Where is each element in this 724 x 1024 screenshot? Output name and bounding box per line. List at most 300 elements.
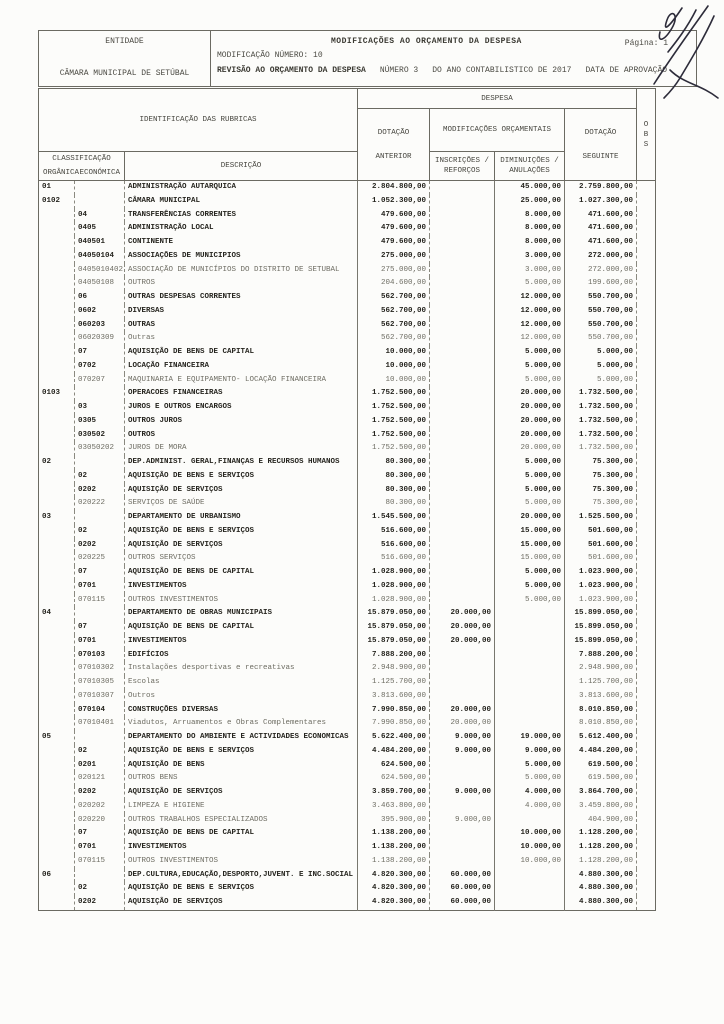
cell-organica: [39, 896, 75, 910]
cell-economica: 070104: [75, 704, 125, 718]
cell-organica: [39, 209, 75, 223]
cell-economica: 060203: [75, 319, 125, 333]
cell-inscricoes: 9.000,00: [430, 814, 495, 828]
table-row: [39, 814, 656, 828]
cell-dotacao-seguinte: 1.525.500,00: [565, 511, 637, 525]
cell-dotacao-seguinte: 5.000,00: [565, 346, 637, 360]
cell-organica: [39, 717, 75, 731]
cell-diminuicoes: 5.000,00: [495, 772, 565, 786]
cell-economica: 0702: [75, 360, 125, 374]
cell-economica: 07010307: [75, 690, 125, 704]
cell-obs: [637, 580, 656, 594]
cell-economica: 07: [75, 346, 125, 360]
cell-dotacao-anterior: 80.300,00: [358, 497, 430, 511]
table-row: [39, 346, 656, 360]
cell-obs: [637, 800, 656, 814]
cell-inscricoes: [430, 841, 495, 855]
cell-obs: [637, 291, 656, 305]
cell-obs: [637, 429, 656, 443]
cell-diminuicoes: [495, 649, 565, 663]
cell-dotacao-anterior: 479.600,00: [358, 236, 430, 250]
revision-number: NÚMERO 3: [379, 66, 419, 75]
cell-obs: [637, 497, 656, 511]
cell-organica: [39, 566, 75, 580]
table-row: [39, 470, 656, 484]
revision-label: REVISÃO AO ORÇAMENTO DA DESPESA: [217, 66, 366, 75]
cell-diminuicoes: 5.000,00: [495, 374, 565, 388]
cell-descricao: CONSTRUÇÕES DIVERSAS: [125, 704, 358, 718]
cell-dotacao-anterior: 395.900,00: [358, 814, 430, 828]
cell-dotacao-seguinte: 1.125.700,00: [565, 676, 637, 690]
table-row: [39, 649, 656, 663]
cell-economica: 02: [75, 525, 125, 539]
cell-dotacao-seguinte: 501.600,00: [565, 525, 637, 539]
cell-organica: [39, 827, 75, 841]
table-row: [39, 552, 656, 566]
cell-obs: [637, 415, 656, 429]
cell-dotacao-seguinte: 1.732.500,00: [565, 429, 637, 443]
cell-economica: [75, 511, 125, 525]
cell-obs: [637, 676, 656, 690]
cell-economica: [75, 607, 125, 621]
cell-inscricoes: [430, 264, 495, 278]
cell-inscricoes: [430, 319, 495, 333]
table-row: [39, 539, 656, 553]
cell-organica: [39, 291, 75, 305]
cell-economica: [75, 731, 125, 745]
cell-organica: [39, 442, 75, 456]
cell-diminuicoes: [495, 662, 565, 676]
table-row: [39, 690, 656, 704]
cell-organica: [39, 236, 75, 250]
cell-economica: 0701: [75, 841, 125, 855]
cell-organica: [39, 484, 75, 498]
cell-diminuicoes: 19.000,00: [495, 731, 565, 745]
cell-descricao: OUTROS BENS: [125, 772, 358, 786]
cell-economica: 0202: [75, 896, 125, 910]
cell-inscricoes: [430, 442, 495, 456]
cell-descricao: Viadutos, Arruamentos e Obras Complementares: [125, 717, 358, 731]
cell-dotacao-seguinte: 75.300,00: [565, 497, 637, 511]
table-row: [39, 731, 656, 745]
cell-diminuicoes: 3.000,00: [495, 250, 565, 264]
cell-descricao: TRANSFERÊNCIAS CORRENTES: [125, 209, 358, 223]
document-title: MODIFICAÇÕES AO ORÇAMENTO DA DESPESA: [331, 37, 522, 46]
cell-dotacao-anterior: 10.000,00: [358, 374, 430, 388]
cell-inscricoes: [430, 195, 495, 209]
cell-dotacao-anterior: 516.600,00: [358, 525, 430, 539]
cell-dotacao-anterior: 1.028.900,00: [358, 580, 430, 594]
cell-descricao: Escolas: [125, 676, 358, 690]
cell-obs: [637, 387, 656, 401]
cell-dotacao-seguinte: 75.300,00: [565, 470, 637, 484]
table-row: [39, 332, 656, 346]
cell-economica: 070115: [75, 594, 125, 608]
cell-dotacao-seguinte: 5.000,00: [565, 374, 637, 388]
header-dotacao-seguinte: [565, 109, 637, 181]
cell-dotacao-seguinte: 1.128.200,00: [565, 827, 637, 841]
table-row: [39, 277, 656, 291]
cell-inscricoes: [430, 360, 495, 374]
cell-diminuicoes: [495, 882, 565, 896]
cell-obs: [637, 896, 656, 910]
cell-organica: [39, 800, 75, 814]
cell-descricao: LOCAÇÃO FINANCEIRA: [125, 360, 358, 374]
cell-dotacao-seguinte: 8.010.850,00: [565, 717, 637, 731]
cell-inscricoes: 20.000,00: [430, 704, 495, 718]
cell-economica: 0201: [75, 759, 125, 773]
cell-inscricoes: 20.000,00: [430, 635, 495, 649]
cell-dotacao-anterior: 479.600,00: [358, 209, 430, 223]
cell-inscricoes: 9.000,00: [430, 786, 495, 800]
cell-diminuicoes: 8.000,00: [495, 236, 565, 250]
cell-dotacao-anterior: 1.752.500,00: [358, 442, 430, 456]
cell-inscricoes: [430, 236, 495, 250]
cell-obs: [637, 594, 656, 608]
table-row: [39, 250, 656, 264]
table-row: [39, 291, 656, 305]
cell-diminuicoes: 5.000,00: [495, 346, 565, 360]
cell-diminuicoes: 20.000,00: [495, 401, 565, 415]
cell-inscricoes: [430, 470, 495, 484]
cell-economica: 07: [75, 566, 125, 580]
cell-obs: [637, 841, 656, 855]
cell-dotacao-seguinte: 2.948.900,00: [565, 662, 637, 676]
cell-dotacao-seguinte: 471.600,00: [565, 222, 637, 236]
cell-inscricoes: [430, 277, 495, 291]
cell-obs: [637, 745, 656, 759]
cell-economica: [75, 195, 125, 209]
cell-organica: [39, 621, 75, 635]
cell-dotacao-anterior: 15.879.050,00: [358, 621, 430, 635]
cell-economica: 040501: [75, 236, 125, 250]
cell-obs: [637, 346, 656, 360]
cell-obs: [637, 222, 656, 236]
cell-obs: [637, 882, 656, 896]
table-row: [39, 442, 656, 456]
table-row: [39, 484, 656, 498]
cell-dotacao-seguinte: 501.600,00: [565, 552, 637, 566]
cell-organica: [39, 841, 75, 855]
cell-economica: 02: [75, 745, 125, 759]
cell-obs: [637, 731, 656, 745]
table-row: [39, 580, 656, 594]
cell-organica: [39, 539, 75, 553]
cell-obs: [637, 786, 656, 800]
table-row: [39, 827, 656, 841]
header-descricao: DESCRIÇÃO: [125, 152, 358, 181]
cell-dotacao-anterior: 80.300,00: [358, 484, 430, 498]
cell-dotacao-anterior: 4.820.300,00: [358, 896, 430, 910]
cell-diminuicoes: 20.000,00: [495, 429, 565, 443]
cell-diminuicoes: 20.000,00: [495, 442, 565, 456]
cell-diminuicoes: [495, 896, 565, 910]
cell-economica: 0305: [75, 415, 125, 429]
cell-dotacao-seguinte: 550.700,00: [565, 305, 637, 319]
cell-inscricoes: 9.000,00: [430, 731, 495, 745]
cell-diminuicoes: [495, 704, 565, 718]
cell-dotacao-seguinte: 15.899.050,00: [565, 607, 637, 621]
table-row: [39, 772, 656, 786]
cell-descricao: ASSOCIAÇÕES DE MUNICIPIOS: [125, 250, 358, 264]
cell-diminuicoes: 15.000,00: [495, 525, 565, 539]
cell-economica: 030502: [75, 429, 125, 443]
cell-dotacao-anterior: 80.300,00: [358, 456, 430, 470]
cell-dotacao-anterior: 15.879.050,00: [358, 607, 430, 621]
cell-dotacao-anterior: 1.028.900,00: [358, 566, 430, 580]
cell-economica: 070207: [75, 374, 125, 388]
cell-organica: [39, 374, 75, 388]
cell-economica: [75, 456, 125, 470]
cell-inscricoes: [430, 305, 495, 319]
cell-dotacao-seguinte: 75.300,00: [565, 484, 637, 498]
cell-dotacao-anterior: 1.752.500,00: [358, 401, 430, 415]
cell-obs: [637, 717, 656, 731]
cell-dotacao-seguinte: 1.732.500,00: [565, 415, 637, 429]
cell-economica: 0701: [75, 580, 125, 594]
cell-economica: 02: [75, 470, 125, 484]
cell-dotacao-seguinte: 404.900,00: [565, 814, 637, 828]
cell-dotacao-seguinte: 1.732.500,00: [565, 401, 637, 415]
cell-inscricoes: [430, 525, 495, 539]
cell-organica: 0102: [39, 195, 75, 209]
table-row: [39, 676, 656, 690]
cell-dotacao-seguinte: 1.027.300,00: [565, 195, 637, 209]
cell-dotacao-anterior: 624.500,00: [358, 759, 430, 773]
table-row: [39, 511, 656, 525]
entity-name: CÂMARA MUNICIPAL DE SETÚBAL: [59, 69, 190, 78]
cell-diminuicoes: 4.000,00: [495, 800, 565, 814]
table-row: [39, 635, 656, 649]
cell-obs: [637, 195, 656, 209]
cell-organica: [39, 594, 75, 608]
table-row: [39, 360, 656, 374]
cell-economica: 070115: [75, 855, 125, 869]
cell-diminuicoes: 8.000,00: [495, 209, 565, 223]
cell-economica: 04: [75, 209, 125, 223]
table-row: [39, 497, 656, 511]
anterior-word: ANTERIOR: [375, 152, 412, 161]
cell-dotacao-anterior: 15.879.050,00: [358, 635, 430, 649]
cell-diminuicoes: 10.000,00: [495, 841, 565, 855]
table-row: [39, 209, 656, 223]
cell-inscricoes: 9.000,00: [430, 745, 495, 759]
cell-obs: [637, 511, 656, 525]
cell-dotacao-anterior: 1.138.200,00: [358, 841, 430, 855]
cell-dotacao-anterior: 1.752.500,00: [358, 415, 430, 429]
cell-economica: 070103: [75, 649, 125, 663]
cell-diminuicoes: [495, 814, 565, 828]
table-row: [39, 745, 656, 759]
cell-dotacao-seguinte: 7.888.200,00: [565, 649, 637, 663]
cell-descricao: INVESTIMENTOS: [125, 635, 358, 649]
cell-dotacao-anterior: 562.700,00: [358, 305, 430, 319]
header-inscricoes: INSCRIÇÕES / REFORÇOS: [430, 152, 495, 181]
header-despesa: DESPESA: [358, 89, 637, 109]
cell-inscricoes: [430, 415, 495, 429]
cell-diminuicoes: 5.000,00: [495, 497, 565, 511]
cell-economica: 06: [75, 291, 125, 305]
cell-descricao: Outras: [125, 332, 358, 346]
cell-organica: [39, 401, 75, 415]
cell-dotacao-seguinte: 272.000,00: [565, 264, 637, 278]
cell-diminuicoes: 10.000,00: [495, 827, 565, 841]
cell-descricao: OUTROS: [125, 429, 358, 443]
cell-inscricoes: [430, 511, 495, 525]
cell-inscricoes: [430, 552, 495, 566]
cell-dotacao-seguinte: 1.732.500,00: [565, 442, 637, 456]
cell-dotacao-anterior: 516.600,00: [358, 552, 430, 566]
cell-organica: [39, 759, 75, 773]
seguinte-word: SEGUINTE: [582, 152, 619, 161]
table-row: [39, 607, 656, 621]
cell-diminuicoes: 4.000,00: [495, 786, 565, 800]
cell-obs: [637, 649, 656, 663]
header-dotacao-anterior: [358, 109, 430, 181]
cell-diminuicoes: 5.000,00: [495, 566, 565, 580]
cell-organica: [39, 745, 75, 759]
table-row: [39, 305, 656, 319]
cell-organica: 02: [39, 456, 75, 470]
cell-organica: [39, 814, 75, 828]
header-diminuicoes: DIMINUIÇÕES / ANULAÇÕES: [495, 152, 565, 181]
cell-diminuicoes: 5.000,00: [495, 277, 565, 291]
table-row: [39, 319, 656, 333]
cell-diminuicoes: 5.000,00: [495, 580, 565, 594]
cell-obs: [637, 484, 656, 498]
cell-inscricoes: [430, 250, 495, 264]
cell-dotacao-anterior: 516.600,00: [358, 539, 430, 553]
cell-inscricoes: [430, 484, 495, 498]
cell-descricao: Outros: [125, 690, 358, 704]
table-row: [39, 401, 656, 415]
cell-economica: 03: [75, 401, 125, 415]
cell-descricao: AQUISIÇÃO DE BENS: [125, 759, 358, 773]
cell-inscricoes: [430, 429, 495, 443]
cell-economica: 020202: [75, 800, 125, 814]
cell-dotacao-anterior: 10.000,00: [358, 360, 430, 374]
cell-descricao: AQUISIÇÃO DE BENS DE CAPITAL: [125, 827, 358, 841]
cell-obs: [637, 277, 656, 291]
cell-descricao: AQUISIÇÃO DE SERVIÇOS: [125, 539, 358, 553]
cell-organica: 05: [39, 731, 75, 745]
cell-descricao: AQUISIÇÃO DE BENS E SERVIÇOS: [125, 525, 358, 539]
cell-obs: [637, 855, 656, 869]
dotacao-word: DOTAÇÃO: [584, 128, 617, 137]
cell-inscricoes: 20.000,00: [430, 607, 495, 621]
table-row: [39, 717, 656, 731]
cell-dotacao-anterior: 1.138.200,00: [358, 855, 430, 869]
cell-descricao: OUTROS INVESTIMENTOS: [125, 855, 358, 869]
cell-descricao: AQUISIÇÃO DE BENS E SERVIÇOS: [125, 470, 358, 484]
cell-inscricoes: 60.000,00: [430, 869, 495, 883]
cell-dotacao-seguinte: 272.000,00: [565, 250, 637, 264]
table-row: [39, 800, 656, 814]
cell-diminuicoes: 3.000,00: [495, 264, 565, 278]
cell-descricao: SERVIÇOS DE SAÚDE: [125, 497, 358, 511]
cell-diminuicoes: 5.000,00: [495, 360, 565, 374]
cell-obs: [637, 470, 656, 484]
table-row: [39, 882, 656, 896]
cell-economica: [75, 869, 125, 883]
cell-inscricoes: 20.000,00: [430, 621, 495, 635]
cell-diminuicoes: 25.000,00: [495, 195, 565, 209]
cell-diminuicoes: [495, 717, 565, 731]
cell-inscricoes: [430, 346, 495, 360]
cell-inscricoes: [430, 291, 495, 305]
organica-label: ORGÂNICA: [43, 169, 80, 177]
table-row: [39, 429, 656, 443]
table-row: [39, 786, 656, 800]
cell-dotacao-seguinte: 1.128.200,00: [565, 841, 637, 855]
table-row: [39, 415, 656, 429]
cell-dotacao-seguinte: 3.813.600,00: [565, 690, 637, 704]
cell-obs: [637, 209, 656, 223]
cell-descricao: OUTROS TRABALHOS ESPECIALIZADOS: [125, 814, 358, 828]
cell-descricao: OUTROS: [125, 277, 358, 291]
cell-obs: [637, 442, 656, 456]
cell-obs: [637, 662, 656, 676]
cell-dotacao-seguinte: 75.300,00: [565, 456, 637, 470]
cell-diminuicoes: 12.000,00: [495, 332, 565, 346]
cell-dotacao-seguinte: 471.600,00: [565, 209, 637, 223]
table-row: [39, 181, 656, 195]
cell-inscricoes: 20.000,00: [430, 717, 495, 731]
cell-dotacao-anterior: 204.600,00: [358, 277, 430, 291]
cell-descricao: OPERACOES FINANCEIRAS: [125, 387, 358, 401]
cell-descricao: Instalações desportivas e recreativas: [125, 662, 358, 676]
cell-dotacao-anterior: 10.000,00: [358, 346, 430, 360]
cell-dotacao-seguinte: 15.899.050,00: [565, 635, 637, 649]
cell-organica: [39, 470, 75, 484]
cell-diminuicoes: [495, 621, 565, 635]
cell-economica: 020220: [75, 814, 125, 828]
cell-dotacao-anterior: 275.000,00: [358, 250, 430, 264]
cell-dotacao-anterior: 5.622.400,00: [358, 731, 430, 745]
cell-dotacao-anterior: 275.000,00: [358, 264, 430, 278]
cell-obs: [637, 704, 656, 718]
cell-dotacao-anterior: 7.990.850,00: [358, 717, 430, 731]
page-number: Página: 1: [624, 39, 668, 48]
cell-organica: [39, 305, 75, 319]
cell-inscricoes: [430, 181, 495, 195]
cell-diminuicoes: [495, 676, 565, 690]
cell-economica: 0701: [75, 635, 125, 649]
cell-dotacao-anterior: 80.300,00: [358, 470, 430, 484]
table-row: [39, 759, 656, 773]
cell-organica: [39, 676, 75, 690]
obs-letter: S: [643, 140, 649, 149]
cell-descricao: EDIFÍCIOS: [125, 649, 358, 663]
cell-dotacao-anterior: 1.752.500,00: [358, 429, 430, 443]
cell-organica: 06: [39, 869, 75, 883]
cell-economica: 02: [75, 882, 125, 896]
cell-inscricoes: [430, 676, 495, 690]
cell-economica: 020222: [75, 497, 125, 511]
cell-inscricoes: [430, 497, 495, 511]
cell-economica: 03050202: [75, 442, 125, 456]
modification-number: MODIFICAÇÃO NÚMERO: 10: [217, 51, 323, 60]
header-identification: IDENTIFICAÇÃO DAS RUBRICAS: [39, 89, 358, 152]
economica-label: ECONÓMICA: [79, 169, 120, 177]
table-row: [39, 662, 656, 676]
cell-organica: [39, 662, 75, 676]
cell-organica: 0103: [39, 387, 75, 401]
cell-descricao: ADMINISTRAÇÃO AUTARQUICA: [125, 181, 358, 195]
cell-dotacao-seguinte: 4.880.300,00: [565, 896, 637, 910]
cell-organica: [39, 690, 75, 704]
cell-dotacao-seguinte: 550.700,00: [565, 332, 637, 346]
